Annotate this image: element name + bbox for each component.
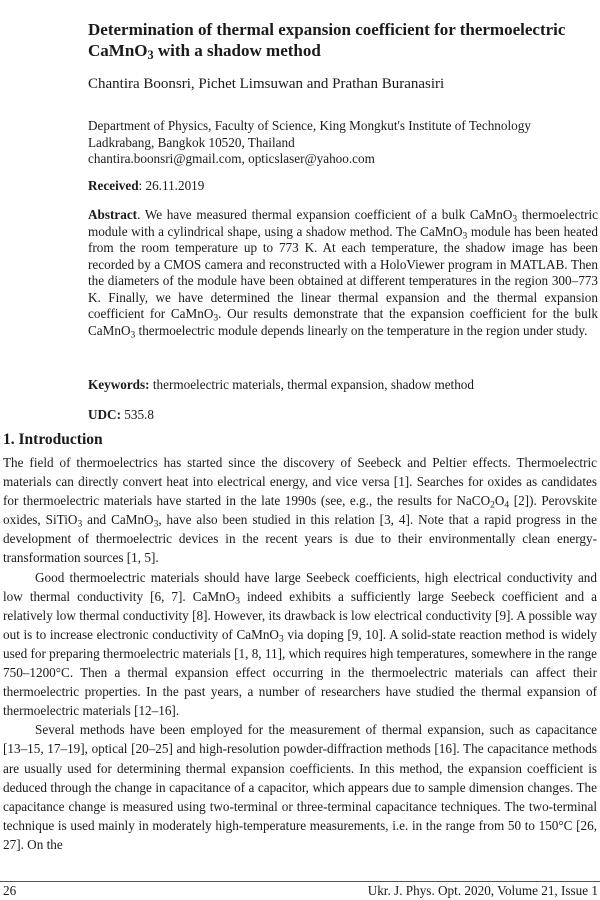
journal-citation: Ukr. J. Phys. Opt. 2020, Volume 21, Issue 1 — [367, 883, 598, 898]
received-value: : 26.11.2019 — [138, 178, 205, 193]
section-heading: 1. Introduction — [3, 431, 103, 448]
footer-divider — [0, 881, 600, 882]
affiliation — [88, 118, 598, 168]
paper-title: Determination of thermal expansion coefficient for thermoelectric CaMnO$_3$ with a shadow method — [88, 20, 566, 63]
paragraph-3: Several methods have been employed for the measurement of thermal expansion, such as capacitance [13–15, 17–19], optical [20–25] and high-resolution powder-diffraction methods [16]. The capacitance methods are usually used for determining thermal expansion coefficients. In this method, the expansion coefficient is deduced through the change in capacitance of a capacitor, which appears due to sample dimension changes. The capacitance change is measured using two-terminal or three-terminal capacitance techniques. The two-terminal technique is used mainly in moderately high-temperature measurements, i.e. in the range from 50 to 150°C [26, 27]. On the — [3, 722, 597, 852]
paragraph-1: The field of thermoelectrics has started since the discovery of Seebeck and Peltier effects. Thermoelectric materials can directly convert heat into electrical energy, and vice versa [1]. Searches for oxides as candidates for thermoelectric materials have started in the late 1990s (see, e.g., the results for $NaCO_2O_4$ [2]). Perovskite oxides, SiTiO$_3$ and CaMnO$_3$, have also been studied in this relation [3, 4]. Note that a rapid progress in the development of thermoelectric devices in the recent years is due to their environmentally clean energy-transformation sources [1, 5]. — [3, 455, 597, 566]
udc-label: UDC: — [88, 407, 121, 422]
keywords-label: Keywords: — [88, 377, 150, 392]
abstract-label: Abstract — [88, 207, 138, 222]
keywords-value: thermoelectric materials, thermal expansion, shadow method — [149, 377, 474, 392]
received-date — [88, 178, 204, 194]
affiliation-line-emails: chantira.boonsri@gmail.com, opticslaser@yahoo.com — [88, 151, 375, 166]
paragraph-2: Good thermoelectric materials should have large Seebeck coefficients, high electrical conductivity and low thermal conductivity [6, 7]. CaMnO$_3$ indeed exhibits a sufficiently large Seebeck coefficient and a relatively low thermal conductivity [8]. However, its drawback is low electrical conductivity [9]. A possible way out is to increase electronic conductivity of CaMnO$_3$ via doping [9, 10]. A solid-state reaction method is widely used for preparing thermoelectric materials [1, 8, 11], which requires high temperatures, somewhere in the range 750–1200°C. Then a thermal expansion effect occurring in the thermoelectric materials can affect their thermoelectric properties. In the past years, a number of researchers have studied the thermal expansion of thermoelectric materials [12–16]. — [3, 569, 597, 719]
udc-value: 535.8 — [120, 407, 154, 422]
affiliation-line-address: Ladkrabang, Bangkok 10520, Thailand — [88, 134, 295, 150]
keywords — [88, 377, 474, 393]
received-label: Received — [88, 178, 139, 193]
body-text — [3, 453, 597, 854]
abstract: Abstract. We have measured thermal expansion coefficient of a bulk CaMnO$_3$ thermoelectric module with a cylindrical shape, using a shadow method. The CaMnO$_3$ module has been heated from the room temperature up to 773 K. At each temperature, the shadow image has been recorded by a CMOS camera and reconstructed with a HoloViewer program in MATLAB. Then the diameters of the module have been obtained at different temperatures in the region 300–773 K. Finally, we have determined the linear thermal expansion and the thermal expansion coefficient for CaMnO$_3$. Our results demonstrate that the expansion coefficient for the bulk CaMnO$_3$ thermoelectric module depends linearly on the temperature in the region under study. — [88, 207, 598, 340]
udc — [88, 407, 154, 423]
page-number: 26 — [3, 883, 17, 898]
affiliation-line-department: Department of Physics, Faculty of Science, King Mongkut's Institute of Technology — [88, 118, 531, 133]
authors: Chantira Boonsri, Pichet Limsuwan and Prathan Buranasiri — [88, 76, 445, 92]
